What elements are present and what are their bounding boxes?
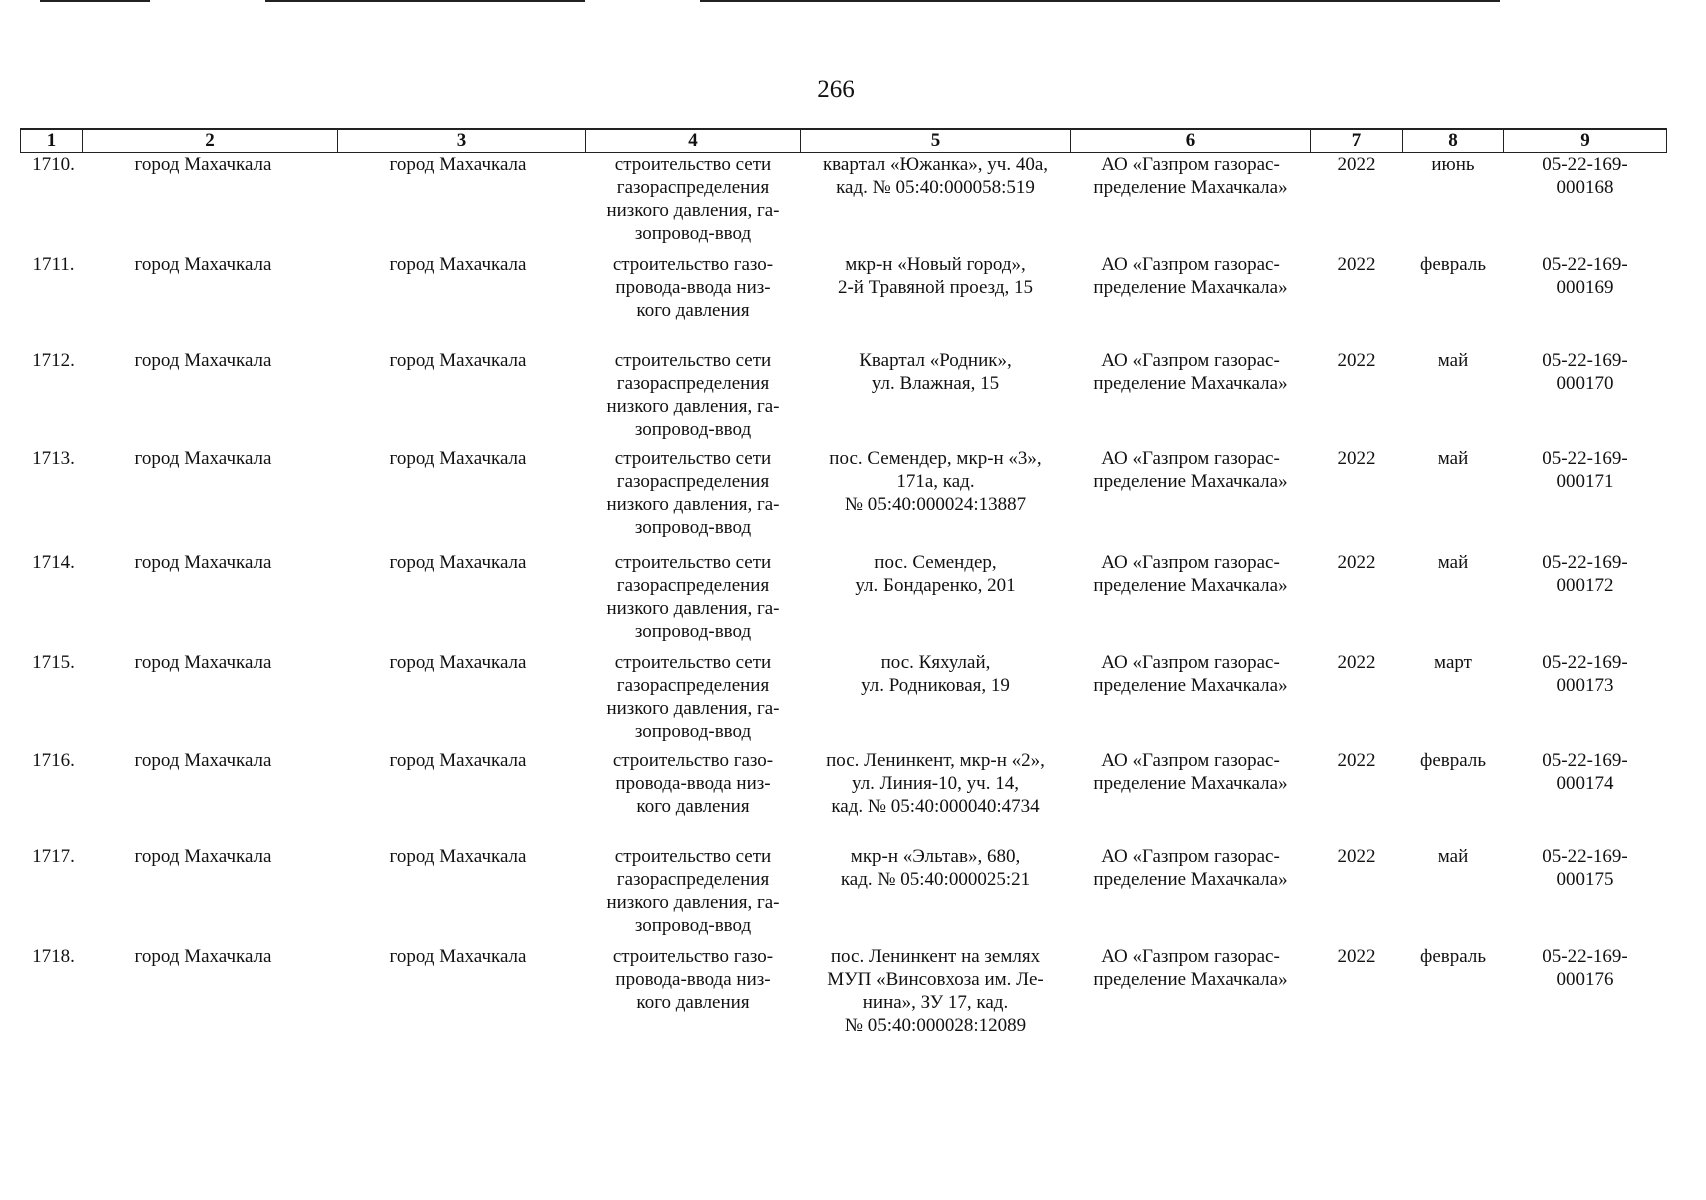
month-cell: февраль	[1420, 253, 1486, 275]
register-table	[20, 128, 1667, 1065]
address-cell: пос. Кяхулай, ул. Родниковая, 19	[861, 651, 1010, 696]
header-row	[21, 129, 1667, 153]
month-cell: май	[1437, 349, 1469, 371]
month-cell: февраль	[1420, 749, 1486, 771]
municipality-cell: город Махачкала	[134, 845, 272, 867]
table-row	[21, 651, 1667, 749]
year-cell: 2022	[1337, 154, 1376, 175]
work-type-cell: строительство сети газораспределения низкого давления, га- зопровод-ввод	[606, 651, 780, 742]
column-header-5: 5	[801, 129, 1071, 153]
municipality-cell: город Махачкала	[134, 447, 272, 469]
registry-code-cell: 05-22-169- 000171	[1542, 447, 1628, 492]
municipality-cell: город Махачкала	[134, 349, 272, 371]
row-number: 1717.	[32, 845, 75, 867]
month-cell: май	[1437, 447, 1469, 469]
row-number: 1710.	[32, 154, 75, 175]
address-cell: пос. Семендер, ул. Бондаренко, 201	[855, 551, 1016, 596]
municipality-cell: город Махачкала	[134, 651, 272, 673]
register-table-wrapper	[20, 128, 1666, 1065]
organization-cell: АО «Газпром газорас- пределение Махачкала»	[1093, 551, 1288, 596]
municipality-cell: город Махачкала	[134, 551, 272, 573]
month-cell: май	[1437, 551, 1469, 573]
table-row	[21, 447, 1667, 551]
organization-cell: АО «Газпром газорас- пределение Махачкала»	[1093, 447, 1288, 492]
column-header-1: 1	[21, 129, 83, 153]
year-cell: 2022	[1337, 349, 1376, 371]
registry-code-cell: 05-22-169- 000173	[1542, 651, 1628, 696]
year-cell: 2022	[1337, 845, 1376, 867]
organization-cell: АО «Газпром газорас- пределение Махачкала»	[1093, 154, 1288, 198]
table-row	[21, 945, 1667, 1065]
organization-cell: АО «Газпром газорас- пределение Махачкала»	[1093, 651, 1288, 696]
page-number: 266	[817, 76, 855, 103]
organization-cell: АО «Газпром газорас- пределение Махачкала»	[1093, 349, 1288, 394]
registry-code-cell: 05-22-169- 000176	[1542, 945, 1628, 990]
top-rule-middle	[265, 0, 585, 2]
work-type-cell: строительство сети газораспределения низкого давления, га- зопровод-ввод	[606, 845, 780, 936]
address-cell: Квартал «Родник», ул. Влажная, 15	[859, 349, 1012, 394]
top-rule-right	[700, 0, 1500, 2]
work-type-cell: строительство сети газораспределения низкого давления, га- зопровод-ввод	[606, 447, 780, 538]
table-row	[21, 153, 1667, 253]
work-type-cell: строительство газо- провода-ввода низ- кого давления	[612, 749, 774, 817]
year-cell: 2022	[1337, 551, 1376, 573]
registry-code-cell: 05-22-169- 000169	[1542, 253, 1628, 298]
table-header	[21, 129, 1667, 153]
registry-code-cell: 05-22-169- 000174	[1542, 749, 1628, 794]
table-body	[21, 153, 1667, 1065]
municipality-cell: город Махачкала	[134, 749, 272, 771]
settlement-cell: город Махачкала	[389, 845, 527, 867]
column-header-4: 4	[586, 129, 801, 153]
organization-cell: АО «Газпром газорас- пределение Махачкала»	[1093, 253, 1288, 298]
settlement-cell: город Махачкала	[389, 154, 527, 175]
year-cell: 2022	[1337, 447, 1376, 469]
column-header-6: 6	[1071, 129, 1311, 153]
row-number: 1714.	[32, 551, 75, 573]
address-cell: пос. Ленинкент на землях МУП «Винсовхоза им. Ле- нина», ЗУ 17, кад. № 05:40:000028:12089	[827, 945, 1044, 1036]
address-cell: мкр-н «Эльтав», 680, кад. № 05:40:000025:21	[840, 845, 1031, 890]
table-row	[21, 253, 1667, 349]
organization-cell: АО «Газпром газорас- пределение Махачкала»	[1093, 749, 1288, 794]
table-row	[21, 551, 1667, 651]
row-number: 1715.	[32, 651, 75, 673]
work-type-cell: строительство сети газораспределения низкого давления, га- зопровод-ввод	[606, 154, 780, 244]
month-cell: июнь	[1431, 154, 1475, 175]
column-header-3: 3	[338, 129, 586, 153]
settlement-cell: город Махачкала	[389, 945, 527, 967]
registry-code-cell: 05-22-169- 000172	[1542, 551, 1628, 596]
address-cell: мкр-н «Новый город», 2-й Травяной проезд, 15	[837, 253, 1033, 298]
work-type-cell: строительство газо- провода-ввода низ- кого давления	[612, 253, 774, 321]
year-cell: 2022	[1337, 651, 1376, 673]
year-cell: 2022	[1337, 749, 1376, 771]
address-cell: квартал «Южанка», уч. 40а, кад. № 05:40:000058:519	[822, 154, 1049, 198]
row-number: 1716.	[32, 749, 75, 771]
registry-code-cell: 05-22-169- 000170	[1542, 349, 1628, 394]
table-row	[21, 749, 1667, 845]
table-row	[21, 349, 1667, 447]
work-type-cell: строительство сети газораспределения низкого давления, га- зопровод-ввод	[606, 551, 780, 642]
column-header-9: 9	[1504, 129, 1667, 153]
row-number: 1713.	[32, 447, 75, 469]
work-type-cell: строительство газо- провода-ввода низ- кого давления	[612, 945, 774, 1013]
municipality-cell: город Махачкала	[134, 945, 272, 967]
settlement-cell: город Махачкала	[389, 447, 527, 469]
year-cell: 2022	[1337, 253, 1376, 275]
municipality-cell: город Махачкала	[134, 253, 272, 275]
year-cell: 2022	[1337, 945, 1376, 967]
column-header-8: 8	[1403, 129, 1504, 153]
month-cell: май	[1437, 845, 1469, 867]
top-rule-left	[40, 0, 150, 2]
registry-code-cell: 05-22-169- 000168	[1542, 154, 1628, 198]
address-cell: пос. Ленинкент, мкр-н «2», ул. Линия-10, уч. 14, кад. № 05:40:000040:4734	[826, 749, 1045, 817]
column-header-7: 7	[1311, 129, 1403, 153]
column-header-2: 2	[83, 129, 338, 153]
settlement-cell: город Махачкала	[389, 349, 527, 371]
row-number: 1711.	[32, 253, 75, 275]
settlement-cell: город Махачкала	[389, 253, 527, 275]
organization-cell: АО «Газпром газорас- пределение Махачкала»	[1093, 945, 1288, 990]
month-cell: февраль	[1420, 945, 1486, 967]
municipality-cell: город Махачкала	[134, 154, 272, 175]
settlement-cell: город Махачкала	[389, 551, 527, 573]
work-type-cell: строительство сети газораспределения низкого давления, га- зопровод-ввод	[606, 349, 780, 440]
settlement-cell: город Махачкала	[389, 749, 527, 771]
address-cell: пос. Семендер, мкр-н «3», 171а, кад. № 05:40:000024:13887	[829, 447, 1042, 515]
settlement-cell: город Махачкала	[389, 651, 527, 673]
month-cell: март	[1434, 651, 1472, 673]
row-number: 1718.	[32, 945, 75, 967]
registry-code-cell: 05-22-169- 000175	[1542, 845, 1628, 890]
organization-cell: АО «Газпром газорас- пределение Махачкала»	[1093, 845, 1288, 890]
row-number: 1712.	[32, 349, 75, 371]
table-row	[21, 845, 1667, 945]
